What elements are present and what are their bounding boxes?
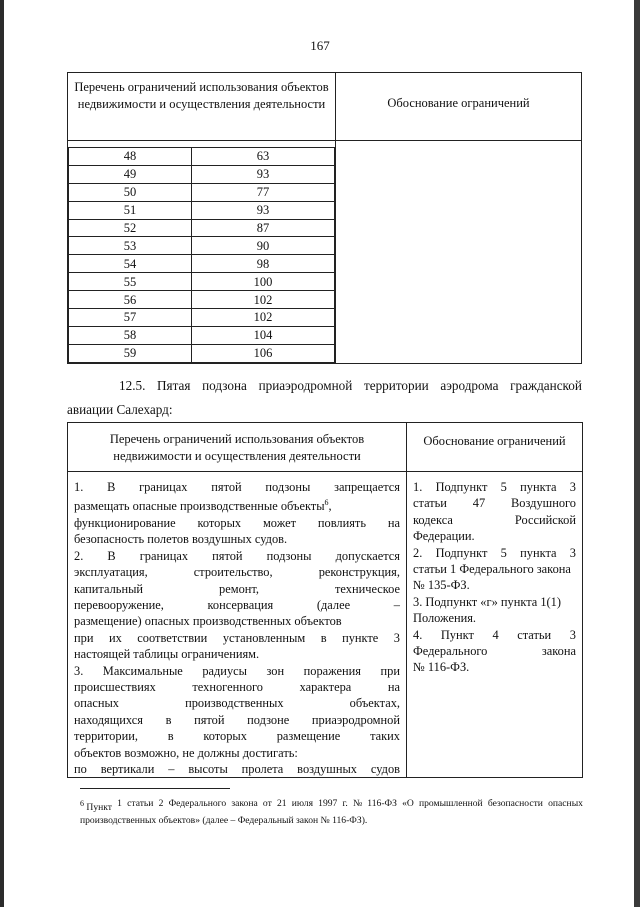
word: В [107, 480, 116, 494]
word: пункте [342, 630, 379, 645]
text-line [413, 545, 576, 561]
word: повлиять [317, 515, 366, 530]
scan-edge-right [634, 0, 640, 907]
word: – [168, 762, 175, 777]
text-line [74, 597, 400, 613]
line-text: 3. Подпункт «г» пункта 1(1) [413, 594, 561, 609]
table1-body-right [336, 141, 582, 364]
table2-header-left: Перечень ограничений использования объектов недвижимости и осуществления деятельности [68, 423, 407, 472]
justification-text-cell [407, 472, 583, 778]
text-line [74, 745, 400, 761]
word: техническое [335, 581, 400, 596]
text-line [74, 531, 400, 547]
footnote-separator [80, 788, 230, 789]
footnote-word: $^6$ Пункт [80, 799, 112, 814]
table1-header-right: Обоснование ограничений [336, 73, 582, 141]
table-row [69, 273, 335, 291]
value-cell: 98 [192, 255, 335, 273]
word: объектах, [349, 696, 400, 711]
word: находящихся [74, 712, 143, 727]
table-row [69, 326, 335, 344]
line-text: Положения. [413, 611, 477, 626]
word: статьи [413, 496, 447, 511]
word: зон [266, 663, 285, 678]
word: характера [299, 680, 352, 694]
paragraph-word: 12.5. [119, 378, 146, 393]
word: 3 [569, 545, 576, 560]
footnote-line-1 [80, 797, 583, 814]
row-number-cell: 56 [69, 291, 192, 309]
row-number-cell: 49 [69, 165, 192, 183]
section-heading-paragraph [67, 374, 582, 422]
value-cell: 77 [192, 183, 335, 201]
text-line [74, 564, 400, 580]
word: 4. [413, 627, 423, 642]
footnote-word: г. [342, 798, 348, 809]
text-line [74, 712, 400, 728]
footnote-word: Федерального [168, 798, 227, 809]
word: границах [139, 548, 189, 563]
line-text: Федерации. [413, 529, 475, 544]
word: подзоне [247, 712, 290, 727]
restrictions-text-cell [68, 472, 407, 778]
word: Федерального [413, 644, 488, 659]
word: консервация [207, 597, 274, 612]
footnote-word: 21 [276, 798, 287, 809]
word: которых [197, 515, 242, 530]
table-row [69, 183, 335, 201]
word: подзоны [265, 480, 311, 494]
word: кодекса [413, 512, 453, 527]
row-number-cell: 52 [69, 219, 192, 237]
text-line [74, 479, 400, 495]
text-line [74, 495, 400, 515]
value-cell: 106 [192, 344, 335, 362]
word: 2. [74, 548, 84, 563]
footnote-word: «О [402, 798, 414, 809]
word: 4 [492, 627, 499, 642]
word: при [74, 630, 94, 645]
table-row [69, 237, 335, 255]
text-line [74, 581, 400, 597]
word: вертикали [100, 762, 155, 777]
text-line [413, 495, 576, 511]
word: 3 [393, 630, 400, 645]
value-cell: 102 [192, 309, 335, 327]
word: производственных [185, 696, 284, 711]
footnote [80, 797, 583, 827]
word: высоты [188, 762, 228, 777]
word: капитальный [74, 581, 144, 596]
word: происшествиях [74, 680, 156, 694]
word: может [262, 515, 297, 530]
word: подзоны [266, 548, 312, 563]
row-number-cell: 59 [69, 344, 192, 362]
paragraph-word: Пятая [157, 378, 191, 393]
value-cell: 100 [192, 273, 335, 291]
table-row [69, 344, 335, 362]
word: Пункт [440, 627, 474, 642]
text-line [413, 610, 576, 626]
text-line [74, 630, 400, 646]
text-line [413, 643, 576, 659]
word: в [167, 729, 174, 744]
word: 3. [74, 663, 84, 678]
word: пятой [194, 712, 225, 727]
word: пятой [212, 548, 243, 563]
word: по [74, 762, 87, 777]
table-row [69, 291, 335, 309]
word: статьи [517, 627, 552, 642]
row-number-cell: 55 [69, 273, 192, 291]
word: при [380, 663, 400, 678]
word: В [107, 548, 116, 563]
word: закона [541, 644, 576, 659]
row-number-cell: 50 [69, 183, 192, 201]
word: допускается [335, 548, 400, 563]
word: на [387, 515, 400, 530]
word: Подпункт [435, 480, 488, 494]
text-line [74, 646, 400, 662]
word: – [393, 597, 400, 612]
table1-body-left [68, 141, 336, 364]
word: 3 [569, 480, 576, 494]
row-number-cell: 51 [69, 201, 192, 219]
line-text: безопасность полетов воздушных судов. [74, 532, 288, 547]
text-line [413, 577, 576, 593]
word: запрещается [334, 480, 400, 494]
footnote-word: опасных [548, 798, 583, 809]
paragraph-word: гражданской [510, 378, 582, 393]
text-line [74, 548, 400, 564]
table1-header-left: Перечень ограничений использования объектов недвижимости и осуществления деятельности [68, 73, 336, 141]
value-cell: 90 [192, 237, 335, 255]
word: пятой [211, 480, 242, 494]
row-number-cell: 57 [69, 309, 192, 327]
row-number-cell: 54 [69, 255, 192, 273]
page-number: 167 [310, 38, 330, 53]
word: пролета [241, 762, 284, 777]
word: соответствии [137, 630, 208, 645]
footnote-marker: 6 [80, 799, 84, 808]
footnote-word: от [262, 798, 272, 809]
footnote-word: июля [291, 798, 313, 809]
word: перевооружение, [74, 597, 164, 612]
word: пункта [520, 545, 557, 560]
row-number-cell: 48 [69, 148, 192, 166]
text-line [413, 561, 576, 577]
word: эксплуатация, [74, 565, 148, 580]
word: установленным [222, 630, 306, 645]
distance-values-table [68, 147, 335, 363]
word: 47 [472, 496, 486, 511]
word: радиусы [202, 663, 247, 678]
text-line [74, 515, 400, 531]
row-number-cell: 58 [69, 326, 192, 344]
word: воздушных [297, 762, 357, 777]
text-line [413, 528, 576, 544]
word: Максимальные [102, 663, 183, 678]
footnote-word: промышленной [418, 798, 483, 809]
word: территории, [74, 729, 138, 744]
word: Российской [514, 512, 576, 527]
word: их [108, 630, 122, 645]
line-text: размещать опасные производственные объекты [74, 499, 325, 514]
word: 3 [569, 627, 576, 642]
word: строительство, [193, 565, 273, 580]
footnote-word: 2 [158, 798, 164, 809]
word: поражения [303, 663, 362, 678]
word: 5 [500, 545, 507, 560]
paragraph-line-2: авиации Салехард: [67, 402, 173, 417]
paragraph-line-1 [67, 374, 582, 398]
word: 5 [500, 480, 507, 494]
text-line [413, 512, 576, 528]
line-text: № 116-ФЗ. [413, 660, 470, 675]
word: ремонт, [219, 581, 259, 596]
footnote-word: № [352, 798, 363, 809]
text-line [413, 627, 576, 643]
word: 1. [74, 480, 84, 494]
fifth-subzone-table [67, 422, 583, 778]
table-row [69, 219, 335, 237]
word: техногенного [192, 680, 263, 694]
row-number-cell: 53 [69, 237, 192, 255]
footnote-word: безопасности [487, 798, 543, 809]
word: таких [370, 729, 400, 744]
text-line [74, 679, 400, 695]
table-row [69, 201, 335, 219]
word: 1. [413, 480, 423, 494]
word: приаэродромной [311, 712, 400, 727]
value-cell: 104 [192, 326, 335, 344]
word: в [320, 630, 327, 645]
paragraph-word: территории [363, 378, 429, 393]
line-text: настоящей таблицы ограничениям. [74, 647, 260, 662]
value-cell: 63 [192, 148, 335, 166]
footnote-line-2: производственных объектов» (далее – Федеральный закон № 116-ФЗ). [80, 815, 368, 827]
table-row [69, 165, 335, 183]
word: 2. [413, 545, 423, 560]
word: в [165, 712, 172, 727]
value-cell: 93 [192, 165, 335, 183]
word: Подпункт [435, 545, 488, 560]
text-line [413, 479, 576, 495]
word: на [387, 680, 400, 694]
footnote-word: 116-ФЗ [367, 798, 397, 809]
word: пункта [520, 480, 557, 494]
text-line [74, 761, 400, 777]
word: функционирование [74, 515, 176, 530]
line-text: объектов возможно, не должны достигать: [74, 745, 298, 760]
line-text: , [328, 499, 332, 514]
word: опасных [74, 696, 119, 711]
word: Воздушного [511, 496, 576, 511]
paragraph-word: подзона [202, 378, 247, 393]
scan-edge-left [0, 0, 4, 907]
line-text: № 135-ФЗ. [413, 578, 470, 593]
word: которых [203, 729, 247, 744]
footnote-word: 1997 [318, 798, 338, 809]
table-row [69, 309, 335, 327]
word: (далее [316, 597, 351, 612]
text-line [74, 728, 400, 744]
text-line [74, 663, 400, 679]
value-cell: 87 [192, 219, 335, 237]
text-line [413, 659, 576, 675]
text-line [74, 613, 400, 629]
line-text: размещение) опасных производственных объектов [74, 614, 342, 629]
table-row [69, 255, 335, 273]
word: границах [139, 480, 188, 494]
footnote-ref: 6 [324, 498, 329, 508]
text-line [74, 695, 400, 711]
table2-header-right: Обоснование ограничений [407, 423, 583, 472]
footnote-word: закона [231, 798, 258, 809]
word: реконструкция, [318, 565, 400, 580]
restrictions-table-continued [67, 72, 582, 364]
footnote-word: статьи [127, 798, 154, 809]
line-text: статьи 1 Федерального закона [413, 562, 571, 577]
paragraph-word: аэродрома [440, 378, 499, 393]
paragraph-word: приаэродромной [258, 378, 353, 393]
value-cell: 93 [192, 201, 335, 219]
table-row [69, 148, 335, 166]
footnote-word: 1 [117, 798, 122, 809]
text-line [413, 594, 576, 610]
word: судов [370, 762, 400, 777]
word: размещение [276, 729, 341, 744]
value-cell: 102 [192, 291, 335, 309]
